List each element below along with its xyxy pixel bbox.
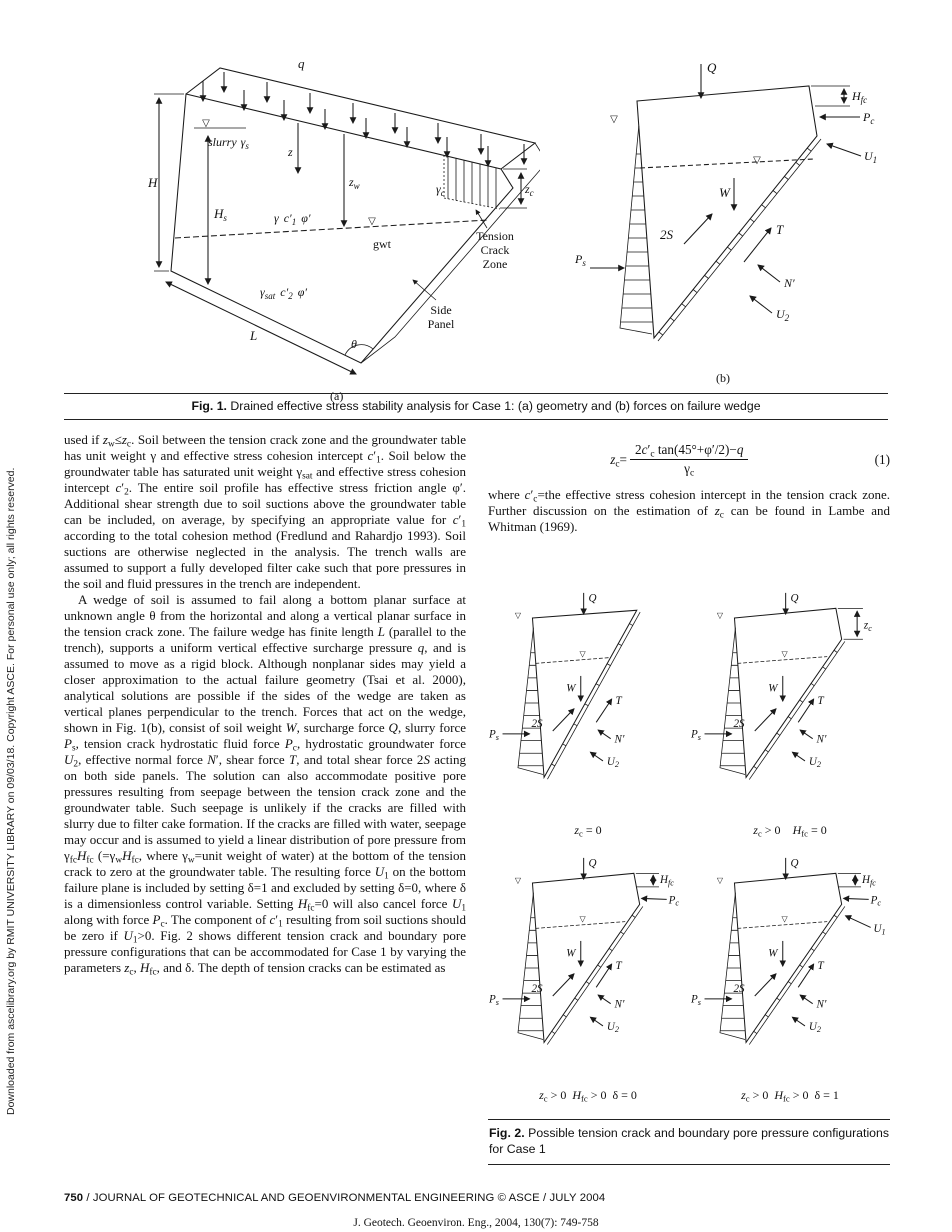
label-theta: θ bbox=[351, 337, 357, 351]
svg-text:T: T bbox=[615, 959, 622, 972]
Q-force bbox=[786, 858, 799, 880]
equation-denominator: $\gamma_c$ bbox=[684, 461, 695, 479]
label-U2: $U_2$ bbox=[606, 1020, 619, 1035]
label-soil-below-gwt: $\gamma_{sat}$ $c'_2$ φ′ bbox=[260, 285, 307, 301]
slurry-pressure-diagram bbox=[620, 126, 653, 334]
body-paragraph-where: where $c'_c=the$ effective stress cohesion intercept in the tension crack zone. Further discussion on the estimation of $z_c$ can be found in Lambe and Whitman (1969). bbox=[488, 487, 890, 534]
Ps-force bbox=[489, 994, 530, 1007]
label-Hfc: $H_{fc}$ bbox=[852, 89, 868, 105]
W-force bbox=[566, 676, 580, 701]
Q-force bbox=[701, 60, 717, 98]
figure-2-panel-3 bbox=[488, 854, 688, 1103]
water-level-icon: ▽ bbox=[202, 118, 210, 129]
U2-force bbox=[792, 752, 821, 769]
label-soil-above-gwt: γ $c'_1$ φ′ bbox=[274, 211, 311, 227]
water-table bbox=[535, 650, 609, 664]
water-table bbox=[535, 915, 625, 929]
label-Ps: $P_s$ bbox=[691, 728, 701, 743]
side-panel-label bbox=[413, 280, 455, 331]
figure-1-caption-text: Drained effective stress stability analysis for Case 1: (a) geometry and (b) forces on failure wedge bbox=[226, 399, 761, 413]
svg-text:Q: Q bbox=[790, 857, 799, 870]
N-force bbox=[800, 995, 827, 1011]
label-gamma-c: $\gamma_c$ bbox=[436, 182, 445, 198]
panel-b-label: (b) bbox=[716, 371, 730, 385]
2S-force bbox=[531, 974, 573, 996]
N-force bbox=[758, 265, 795, 290]
svg-text:W: W bbox=[768, 947, 778, 960]
Ps-force bbox=[574, 252, 624, 268]
water-level-icon: ▽ bbox=[716, 610, 724, 620]
label-Hfc: $H_{fc}$ bbox=[659, 873, 674, 888]
W-force bbox=[768, 676, 782, 701]
water-level-icon: ▽ bbox=[514, 610, 522, 620]
T-force bbox=[744, 222, 784, 262]
water-level-icon: ▽ bbox=[781, 914, 788, 924]
svg-text:N′: N′ bbox=[816, 733, 827, 746]
svg-text:Q: Q bbox=[588, 592, 597, 605]
equation-lhs: $z_c=$ bbox=[610, 451, 627, 470]
T-force bbox=[798, 695, 824, 722]
label-gwt: gwt bbox=[373, 237, 391, 251]
figure-2-caption-text: Possible tension crack and boundary pore pressure configurations for Case 1 bbox=[489, 1126, 890, 1156]
z-dimension bbox=[287, 123, 298, 173]
equation-body bbox=[488, 442, 871, 477]
figure-2-panel-1 bbox=[488, 589, 688, 838]
zc-dimension bbox=[838, 608, 872, 639]
theta-angle bbox=[345, 337, 373, 355]
svg-text:Q: Q bbox=[588, 857, 597, 870]
label-slurry-gamma-s: slurry $\gamma_s$ bbox=[208, 135, 249, 151]
figure-2-panel-1-diagram bbox=[489, 589, 687, 816]
water-level-icon: ▽ bbox=[579, 649, 586, 659]
2S-force bbox=[733, 974, 775, 996]
slurry-pressure-diagram bbox=[720, 628, 745, 775]
Ps-force bbox=[691, 729, 732, 742]
U2-force bbox=[590, 1017, 619, 1034]
svg-text:2S: 2S bbox=[733, 983, 745, 996]
label-H: H bbox=[148, 175, 158, 190]
water-level-icon: ▽ bbox=[781, 649, 788, 659]
figure-2-panel-4-diagram bbox=[691, 854, 889, 1081]
figure-1-caption-label: Fig. 1. bbox=[191, 399, 227, 413]
Ps-force bbox=[691, 994, 732, 1007]
svg-text:W: W bbox=[719, 185, 730, 200]
label-Pc: $P_c$ bbox=[870, 894, 882, 908]
water-level-icon: ▽ bbox=[514, 875, 522, 885]
U2-force bbox=[792, 1017, 821, 1034]
tension-crack-zone-lines bbox=[444, 155, 500, 209]
T-force bbox=[596, 695, 622, 722]
equation-fraction bbox=[630, 442, 748, 477]
svg-text:2S: 2S bbox=[660, 227, 673, 242]
page-number: 750 bbox=[64, 1192, 84, 1204]
Q-force bbox=[584, 858, 597, 880]
2S-force bbox=[733, 709, 775, 731]
label-Ps: $P_s$ bbox=[575, 252, 586, 268]
slurry-level bbox=[194, 118, 249, 151]
Hfc-dimension bbox=[811, 86, 867, 106]
svg-text:Crack: Crack bbox=[480, 243, 510, 257]
condition-caption: $z_c = 0$ bbox=[574, 823, 602, 839]
svg-text:T: T bbox=[817, 959, 824, 972]
label-U2: $U_2$ bbox=[808, 755, 821, 770]
equation-numerator: $2c'_c$ tan(45°+φ′/2)−q bbox=[630, 442, 748, 460]
U1-force bbox=[827, 144, 877, 165]
T-force bbox=[798, 960, 824, 987]
label-Ps: $P_s$ bbox=[489, 993, 499, 1008]
water-level-icon: ▽ bbox=[368, 216, 376, 227]
figure-2-panel-4 bbox=[690, 854, 890, 1103]
svg-text:W: W bbox=[768, 682, 778, 695]
equation-1 bbox=[488, 442, 890, 477]
N-force bbox=[800, 730, 827, 746]
body-paragraph-1: used if $z_w\le z_c$. Soil between the tension crack zone and the groundwater table has unit weight γ and effective stress cohesion intercept $c'_1$. Soil below the groundwater table has saturated unit weight $\gamma_{sat}$ and effective stress cohesion intercept $c'_2$. The entire soil profile has effective stress friction angle φ′. Additional shear strength due to soil suctions above the groundwater table can be included, on average, by specifying an appropriate value for $c'_1$ according to the total cohesion method (Fredlund and Rahardjo 1993). Soil suctions are otherwise neglected in the analysis. The trench walls are assumed to support a fully developed filter cake such that pore pressures in the soil and fluid pressures in the trench are independent. bbox=[64, 432, 467, 591]
label-U2: $U_2$ bbox=[776, 307, 790, 323]
wedge-outline bbox=[734, 873, 844, 1044]
U2-force bbox=[750, 296, 790, 323]
figure-1-caption bbox=[64, 393, 888, 420]
label-q: q bbox=[298, 56, 305, 71]
label-Ps: $P_s$ bbox=[691, 993, 701, 1008]
page-footer bbox=[64, 1192, 605, 1204]
figure-2-caption bbox=[488, 1119, 890, 1165]
wedge-outline bbox=[532, 873, 642, 1044]
svg-text:T: T bbox=[615, 694, 622, 707]
svg-text:2S: 2S bbox=[531, 718, 543, 731]
2S-force bbox=[531, 709, 573, 731]
svg-text:N′: N′ bbox=[784, 276, 795, 290]
label-z: z bbox=[288, 145, 293, 159]
svg-text:N′: N′ bbox=[614, 733, 625, 746]
slurry-pressure-diagram bbox=[720, 893, 745, 1040]
label-U2: $U_2$ bbox=[808, 1020, 821, 1035]
label-zc: $z_c$ bbox=[525, 182, 534, 198]
label-U1: $U_1$ bbox=[864, 149, 878, 165]
wedge-outline bbox=[532, 610, 640, 779]
water-table bbox=[737, 915, 827, 929]
label-U2: $U_2$ bbox=[606, 755, 619, 770]
condition-caption: $z_c > 0$ $H_{fc} = 0$ bbox=[753, 823, 827, 839]
condition-caption: $z_c > 0$ $H_{fc} > 0$ δ = 0 bbox=[539, 1088, 637, 1104]
Pc-force bbox=[820, 110, 874, 126]
failure-wedge-outline bbox=[637, 86, 821, 341]
figure-1a-geometry bbox=[148, 56, 540, 408]
Q-force bbox=[584, 593, 597, 615]
svg-text:Zone: Zone bbox=[482, 257, 508, 271]
label-zw: $z_w$ bbox=[349, 175, 360, 191]
water-level-icon: ▽ bbox=[579, 914, 586, 924]
label-Hs: $H_s$ bbox=[214, 206, 227, 223]
equation-number: (1) bbox=[874, 451, 890, 467]
U2-force bbox=[590, 752, 619, 769]
Hfc-dimension bbox=[636, 873, 674, 887]
Pc-force bbox=[844, 894, 882, 907]
water-table bbox=[640, 155, 814, 168]
label-L: L bbox=[250, 328, 258, 343]
svg-text:2S: 2S bbox=[531, 983, 543, 996]
W-force bbox=[719, 178, 734, 210]
W-force bbox=[768, 941, 782, 966]
groundwater-table bbox=[175, 216, 488, 251]
condition-caption: $z_c > 0$ $H_{fc} > 0$ δ = 1 bbox=[741, 1088, 839, 1104]
water-level-icon: ▽ bbox=[753, 155, 761, 166]
Pc-force bbox=[642, 894, 680, 907]
label-Pc: $P_c$ bbox=[863, 110, 875, 126]
figure-2 bbox=[488, 589, 890, 1103]
journal-title-line: / JOURNAL OF GEOTECHNICAL AND GEOENVIRONMENTAL ENGINEERING © ASCE / JULY 2004 bbox=[83, 1192, 606, 1204]
N-force bbox=[598, 730, 625, 746]
water-level-icon: ▽ bbox=[716, 875, 724, 885]
svg-text:Panel: Panel bbox=[427, 317, 455, 331]
water-table bbox=[737, 650, 827, 664]
label-U1: $U_1$ bbox=[873, 923, 886, 937]
body-paragraph-2: A wedge of soil is assumed to fail along a bottom planar surface at unknown angle θ from the horizontal and along a vertical planar surface in the tension crack zone. The failure wedge has finite length L (parallel to the trench), supports a uniform vertical effective surcharge pressure q, and is assumed to move as a rigid block. Although nonplanar sides may yield a closer approximation to the actual failure geometry (Tsai et al. 2000), analytical solutions are possible if the sides of the wedge are taken as vertical planes perpendicular to the trench. Forces that act on the wedge, shown in Fig. 1(b), consist of soil weight W, surcharge force Q, slurry force $P_s$, tension crack hydrostatic fluid force $P_c$, hydrostatic groundwater force $U_2$, effective normal force N′, shear force T, and total shear force 2S acting on both side panels. The solution can also accommodate positive pore pressures resulting from seepage between the tension crack zone and the groundwater table. Such seepage is unlikely if the cracks are filled with slurry due to filter cake formation. If the cracks are filled with water, seepage may occur and is assumed to yield a linear distribution of pore pressure from $\gamma_{fc}H_{fc}$ ($=\gamma_wH_{fc}$, where $\gamma_w=unit$ weight of water) at the bottom of the tension crack to zero at the groundwater table. The resulting force $U_1$ on the bottom failure plane is included by setting δ=1 and excluded by setting δ=0, where δ is a dimensionless control variable. Setting $H_{fc}=0$ will also cancel force $U_1$ along with force $P_c$. The component of $c'_1$ resulting from soil suctions should be zero if $U_1>0$. Fig. 2 shows different tension crack and boundary pore pressure configurations that can be accommodated for Case 1 by varying the parameters $z_c$, $H_{fc}$, and δ. The depth of tension cracks can be estimated as bbox=[64, 592, 467, 978]
Hfc-dimension bbox=[838, 873, 876, 887]
U1-force bbox=[846, 916, 886, 937]
svg-text:N′: N′ bbox=[614, 998, 625, 1011]
figure-2-caption-label: Fig. 2. bbox=[489, 1126, 525, 1140]
label-zc: $z_c$ bbox=[863, 619, 872, 634]
figure-2-panel-3-diagram bbox=[489, 854, 687, 1081]
label-Ps: $P_s$ bbox=[489, 728, 499, 743]
slurry-pressure-diagram bbox=[518, 893, 543, 1040]
svg-text:Q: Q bbox=[790, 592, 799, 605]
left-column bbox=[64, 432, 466, 976]
tension-crack-zone-label bbox=[476, 210, 514, 271]
figure-2-panel-2-diagram bbox=[691, 589, 889, 816]
panel-a-label: (a) bbox=[330, 389, 344, 403]
svg-text:W: W bbox=[566, 947, 576, 960]
svg-text:T: T bbox=[817, 694, 824, 707]
water-level-icon: ▽ bbox=[610, 114, 618, 125]
download-watermark: Downloaded from ascelibrary.org by RMIT UNIVERSITY LIBRARY on 09/03/18. Copyright ASCE. For personal use only; all rights reserved. bbox=[5, 467, 17, 1115]
svg-text:Side: Side bbox=[430, 303, 452, 317]
label-Hfc: $H_{fc}$ bbox=[861, 873, 876, 888]
slurry-pressure-diagram bbox=[518, 628, 543, 775]
citation-line: J. Geotech. Geoenviron. Eng., 2004, 130(7): 749-758 bbox=[353, 1217, 599, 1229]
figure-1b-forces bbox=[574, 56, 894, 391]
svg-text:T: T bbox=[776, 222, 784, 237]
label-Pc: $P_c$ bbox=[668, 894, 680, 908]
figure-1 bbox=[148, 56, 894, 408]
Ps-force bbox=[489, 729, 530, 742]
svg-text:W: W bbox=[566, 682, 576, 695]
zw-dimension bbox=[344, 134, 360, 226]
svg-text:2S: 2S bbox=[733, 718, 745, 731]
W-force bbox=[566, 941, 580, 966]
q-load-arrows bbox=[203, 72, 524, 166]
figure-2-panel-2 bbox=[690, 589, 890, 838]
T-force bbox=[596, 960, 622, 987]
wedge-outline bbox=[734, 608, 844, 779]
Hs-dimension bbox=[208, 136, 227, 284]
N-force bbox=[598, 995, 625, 1011]
2S-force bbox=[660, 214, 712, 244]
svg-text:N′: N′ bbox=[816, 998, 827, 1011]
svg-text:Q: Q bbox=[707, 60, 717, 75]
svg-text:Tension: Tension bbox=[476, 229, 514, 243]
Q-force bbox=[786, 593, 799, 615]
right-column bbox=[488, 432, 890, 1165]
